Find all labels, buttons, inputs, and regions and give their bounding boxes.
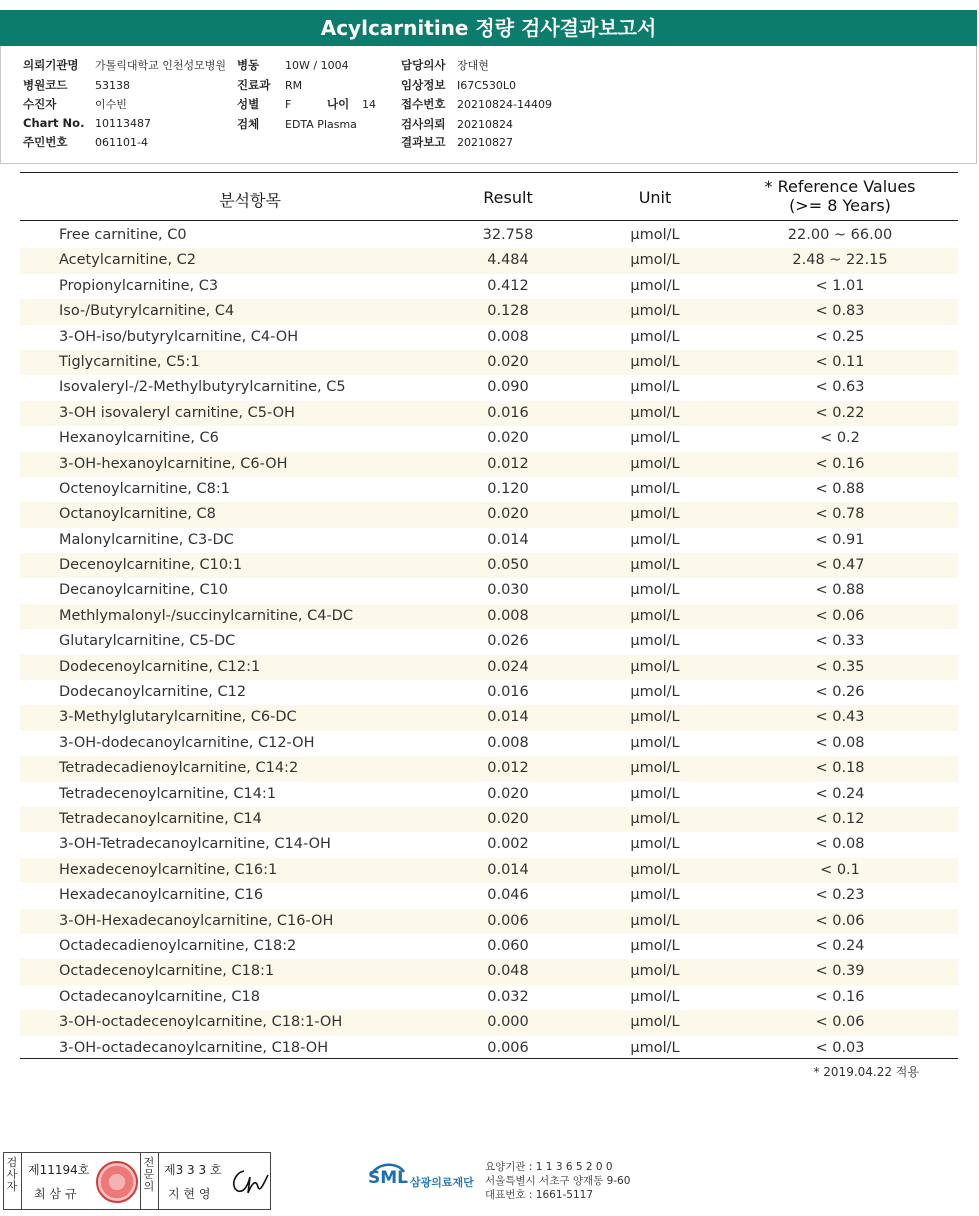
- analyte-name: Tetradecenoylcarnitine, C14:1: [59, 785, 277, 802]
- reference-value: < 0.24: [815, 937, 865, 954]
- analyte-name: Iso-/Butyrylcarnitine, C4: [59, 303, 235, 320]
- table-row: [20, 604, 958, 629]
- table-row: [20, 858, 958, 883]
- address-line: 서울특별시 서초구 양재동 9-60: [485, 1175, 631, 1187]
- unit-value: μmol/L: [630, 912, 680, 929]
- examiner-name: 최 삼 규: [34, 1187, 77, 1201]
- info-value: 10113487: [95, 117, 151, 130]
- info-institution: [23, 57, 226, 73]
- result-value: 0.008: [487, 734, 529, 751]
- table-row: [20, 680, 958, 705]
- result-value: 0.032: [487, 988, 529, 1005]
- header-item: 분석항목: [219, 191, 281, 210]
- info-value: 가톨릭대학교 인천성모병원: [95, 59, 227, 72]
- analyte-name: Dodecenoylcarnitine, C12:1: [59, 658, 261, 675]
- reference-value: < 0.11: [815, 353, 865, 370]
- analyte-name: Octadecenoylcarnitine, C18:1: [59, 963, 275, 980]
- table-row: [20, 325, 958, 350]
- table-header-rule: [20, 220, 958, 221]
- table-top-rule: [20, 172, 958, 173]
- table-row: [20, 1010, 958, 1035]
- reference-value: < 0.16: [815, 988, 865, 1005]
- info-key: 진료과: [237, 78, 271, 92]
- table-row: [20, 426, 958, 451]
- unit-value: μmol/L: [630, 810, 680, 827]
- result-value: 0.412: [487, 277, 529, 294]
- reference-value: < 1.01: [815, 277, 865, 294]
- info-key: 주민번호: [23, 135, 68, 149]
- unit-value: μmol/L: [630, 404, 680, 421]
- info-key: 임상정보: [401, 78, 446, 92]
- unit-value: μmol/L: [630, 252, 680, 269]
- specialist-name: 지 현 영: [168, 1187, 211, 1201]
- report-title: Acylcarnitine 정량 검사결과보고서: [0, 10, 977, 46]
- result-value: 0.026: [487, 633, 529, 650]
- reference-value: < 0.06: [815, 912, 865, 929]
- specialist-no: 제3 3 3 호: [164, 1163, 222, 1177]
- reference-value: < 0.2: [820, 430, 860, 447]
- header-ref-line2: (>= 8 Years): [789, 196, 891, 215]
- result-value: 0.014: [487, 861, 529, 878]
- unit-value: μmol/L: [630, 887, 680, 904]
- info-clinical: [401, 77, 516, 93]
- reference-value: < 0.03: [815, 1039, 865, 1056]
- table-row: [20, 375, 958, 400]
- reference-value: < 0.08: [815, 734, 865, 751]
- analyte-name: 3-OH isovaleryl carnitine, C5-OH: [59, 404, 295, 421]
- table-row: [20, 299, 958, 324]
- analyte-name: 3-OH-hexanoylcarnitine, C6-OH: [59, 455, 288, 472]
- result-value: 0.060: [487, 937, 529, 954]
- info-value: 20210824-14409: [457, 98, 552, 111]
- analyte-name: Decanoylcarnitine, C10: [59, 582, 229, 599]
- signature-icon: [226, 1163, 270, 1199]
- info-value: 061101-4: [95, 136, 148, 149]
- divider: [21, 1153, 22, 1209]
- analyte-name: 3-OH-dodecanoylcarnitine, C12-OH: [59, 734, 315, 751]
- reference-value: < 0.22: [815, 404, 865, 421]
- result-value: 0.020: [487, 810, 529, 827]
- info-doctor: [401, 57, 489, 73]
- header-reference: [740, 177, 940, 215]
- table-row: [20, 274, 958, 299]
- reference-value: < 0.16: [815, 455, 865, 472]
- result-value: 0.030: [487, 582, 529, 599]
- reference-value: < 0.18: [815, 760, 865, 777]
- result-value: 0.012: [487, 760, 529, 777]
- info-patient-name: [23, 96, 127, 112]
- unit-value: μmol/L: [630, 227, 680, 243]
- examiner-label: 검사자: [6, 1156, 18, 1193]
- analyte-name: Tetradecadienoylcarnitine, C14:2: [59, 760, 299, 777]
- org-contact: [485, 1160, 630, 1202]
- info-ward: [237, 57, 349, 73]
- unit-value: μmol/L: [630, 303, 680, 320]
- result-value: 0.020: [487, 785, 529, 802]
- reference-value: < 0.12: [815, 810, 865, 827]
- results-table-body: [20, 223, 958, 1061]
- reference-value: < 0.1: [820, 861, 860, 878]
- analyte-name: Hexanoylcarnitine, C6: [59, 430, 219, 447]
- info-value: I67C530L0: [457, 79, 517, 92]
- analyte-name: Malonylcarnitine, C3-DC: [59, 531, 234, 548]
- analyte-name: 3-OH-Tetradecanoylcarnitine, C14-OH: [59, 836, 331, 853]
- reference-value: < 0.08: [815, 836, 865, 853]
- info-value: 장대현: [457, 59, 489, 72]
- table-row: [20, 883, 958, 908]
- analyte-name: 3-OH-iso/butyrylcarnitine, C4-OH: [59, 328, 299, 345]
- unit-value: μmol/L: [630, 684, 680, 701]
- table-bottom-rule: [20, 1058, 958, 1059]
- info-hospital-code: [23, 77, 130, 93]
- unit-value: μmol/L: [630, 607, 680, 624]
- info-value: 20210827: [457, 136, 513, 149]
- analyte-name: Isovaleryl-/2-Methylbutyrylcarnitine, C5: [59, 379, 346, 396]
- examiner-no: 제11194호: [28, 1163, 90, 1177]
- reference-value: < 0.06: [815, 607, 865, 624]
- analyte-name: Hexadecenoylcarnitine, C16:1: [59, 861, 278, 878]
- result-value: 0.020: [487, 353, 529, 370]
- analyte-name: Octadecadienoylcarnitine, C18:2: [59, 937, 297, 954]
- info-receipt-no: [401, 96, 552, 112]
- info-key: 검체: [237, 117, 260, 131]
- info-sex: [237, 96, 291, 112]
- table-row: [20, 832, 958, 857]
- info-key: 결과보고: [401, 135, 446, 149]
- result-value: 32.758: [482, 227, 534, 243]
- unit-value: μmol/L: [630, 328, 680, 345]
- result-value: 0.090: [487, 379, 529, 396]
- analyte-name: Dodecanoylcarnitine, C12: [59, 684, 247, 701]
- signature-box: [3, 1152, 271, 1210]
- result-value: 0.002: [487, 836, 529, 853]
- unit-value: μmol/L: [630, 963, 680, 980]
- result-value: 0.000: [487, 1014, 529, 1031]
- reference-value: < 0.47: [815, 557, 865, 574]
- info-value: F: [285, 98, 292, 111]
- info-key: 병동: [237, 58, 260, 72]
- info-chart-no: [23, 116, 151, 130]
- unit-value: μmol/L: [630, 430, 680, 447]
- header-ref-line1: * Reference Values: [764, 177, 916, 196]
- info-key: Chart No.: [23, 116, 85, 130]
- info-value: RM: [285, 79, 303, 92]
- result-value: 0.020: [487, 430, 529, 447]
- unit-value: μmol/L: [630, 277, 680, 294]
- table-row: [20, 934, 958, 959]
- unit-value: μmol/L: [630, 734, 680, 751]
- code-line: 요양기관 : 1 1 3 6 5 2 0 0: [485, 1161, 613, 1173]
- table-row: [20, 807, 958, 832]
- unit-value: μmol/L: [630, 1039, 680, 1056]
- result-value: 0.012: [487, 455, 529, 472]
- result-value: 0.046: [487, 887, 529, 904]
- header-unit: Unit: [638, 188, 672, 207]
- reference-value: 2.48 ~ 22.15: [792, 252, 888, 269]
- table-row: [20, 350, 958, 375]
- unit-value: μmol/L: [630, 937, 680, 954]
- reference-value: < 0.24: [815, 785, 865, 802]
- analyte-name: Octanoylcarnitine, C8: [59, 506, 216, 523]
- info-age: [327, 96, 376, 112]
- unit-value: μmol/L: [630, 658, 680, 675]
- table-row: [20, 248, 958, 273]
- analyte-name: Glutarylcarnitine, C5-DC: [59, 633, 236, 650]
- result-value: 0.120: [487, 480, 529, 497]
- info-value: 20210824: [457, 118, 513, 131]
- result-value: 0.050: [487, 557, 529, 574]
- info-value: EDTA Plasma: [285, 118, 357, 131]
- reference-value: 22.00 ~ 66.00: [787, 227, 893, 243]
- info-key: 병원코드: [23, 78, 68, 92]
- table-row: [20, 959, 958, 984]
- table-row: [20, 909, 958, 934]
- unit-value: μmol/L: [630, 557, 680, 574]
- unit-value: μmol/L: [630, 379, 680, 396]
- reference-value: < 0.06: [815, 1014, 865, 1031]
- result-value: 0.024: [487, 658, 529, 675]
- info-value: 10W / 1004: [285, 59, 349, 72]
- table-row: [20, 629, 958, 654]
- unit-value: μmol/L: [630, 861, 680, 878]
- header-result: Result: [483, 188, 533, 207]
- reference-value: < 0.25: [815, 328, 865, 345]
- result-value: 0.006: [487, 1039, 529, 1056]
- analyte-name: Decenoylcarnitine, C10:1: [59, 557, 243, 574]
- unit-value: μmol/L: [630, 785, 680, 802]
- reference-value: < 0.33: [815, 633, 865, 650]
- result-value: 0.008: [487, 607, 529, 624]
- analyte-name: 3-OH-octadecanoylcarnitine, C18-OH: [59, 1039, 329, 1056]
- table-row: [20, 756, 958, 781]
- official-seal-icon: [96, 1161, 138, 1203]
- info-key: 의뢰기관명: [23, 58, 79, 72]
- phone-line: 대표번호 : 1661-5117: [485, 1189, 594, 1201]
- info-specimen: [237, 116, 357, 132]
- logo-text: SML: [368, 1168, 408, 1188]
- org-name: 삼광의료재단: [410, 1176, 474, 1189]
- unit-value: μmol/L: [630, 836, 680, 853]
- info-key: 성별: [237, 97, 260, 111]
- reference-value: < 0.88: [815, 480, 865, 497]
- reference-value: < 0.78: [815, 506, 865, 523]
- unit-value: μmol/L: [630, 531, 680, 548]
- info-key: 검사의뢰: [401, 117, 446, 131]
- result-value: 4.484: [487, 252, 529, 269]
- unit-value: μmol/L: [630, 760, 680, 777]
- table-row: [20, 223, 958, 248]
- patient-info-panel: [0, 46, 977, 164]
- analyte-name: Acetylcarnitine, C2: [59, 252, 197, 269]
- reference-value: < 0.39: [815, 963, 865, 980]
- table-row: [20, 502, 958, 527]
- info-key: 수진자: [23, 97, 57, 111]
- table-row: [20, 655, 958, 680]
- table-row: [20, 553, 958, 578]
- analyte-name: 3-OH-Hexadecanoylcarnitine, C16-OH: [59, 912, 334, 929]
- unit-value: μmol/L: [630, 709, 680, 726]
- result-value: 0.008: [487, 328, 529, 345]
- reference-value: < 0.88: [815, 582, 865, 599]
- result-value: 0.048: [487, 963, 529, 980]
- reference-value: < 0.43: [815, 709, 865, 726]
- info-department: [237, 77, 302, 93]
- analyte-name: Hexadecanoylcarnitine, C16: [59, 887, 264, 904]
- analyte-name: Tetradecanoylcarnitine, C14: [59, 810, 262, 827]
- table-row: [20, 782, 958, 807]
- analyte-name: Methlymalonyl-/succinylcarnitine, C4-DC: [59, 607, 353, 624]
- info-key: 접수번호: [401, 97, 446, 111]
- unit-value: μmol/L: [630, 633, 680, 650]
- result-value: 0.006: [487, 912, 529, 929]
- info-value: 이수빈: [95, 98, 127, 111]
- table-row: [20, 705, 958, 730]
- analyte-name: 3-Methylglutarylcarnitine, C6-DC: [59, 709, 297, 726]
- reference-value: < 0.35: [815, 658, 865, 675]
- specialist-label: 전문의: [143, 1156, 155, 1193]
- unit-value: μmol/L: [630, 506, 680, 523]
- result-value: 0.020: [487, 506, 529, 523]
- reference-value: < 0.63: [815, 379, 865, 396]
- unit-value: μmol/L: [630, 1014, 680, 1031]
- reference-value: < 0.23: [815, 887, 865, 904]
- table-row: [20, 578, 958, 603]
- table-row: [20, 528, 958, 553]
- unit-value: μmol/L: [630, 582, 680, 599]
- info-value: 53138: [95, 79, 130, 92]
- reference-note: * 2019.04.22 적용: [813, 1065, 919, 1079]
- unit-value: μmol/L: [630, 455, 680, 472]
- result-value: 0.014: [487, 531, 529, 548]
- reference-value: < 0.26: [815, 684, 865, 701]
- unit-value: μmol/L: [630, 480, 680, 497]
- reference-value: < 0.83: [815, 303, 865, 320]
- info-resident-no: [23, 134, 148, 150]
- analyte-name: Octadecanoylcarnitine, C18: [59, 988, 261, 1005]
- table-row: [20, 452, 958, 477]
- analyte-name: Free carnitine, C0: [59, 227, 187, 243]
- table-row: [20, 985, 958, 1010]
- result-value: 0.016: [487, 684, 529, 701]
- result-value: 0.016: [487, 404, 529, 421]
- table-row: [20, 401, 958, 426]
- divider: [158, 1153, 159, 1209]
- info-key: 나이: [327, 97, 350, 111]
- table-row: [20, 477, 958, 502]
- result-value: 0.014: [487, 709, 529, 726]
- result-value: 0.128: [487, 303, 529, 320]
- analyte-name: Propionylcarnitine, C3: [59, 277, 219, 294]
- analyte-name: Octenoylcarnitine, C8:1: [59, 480, 230, 497]
- info-request-date: [401, 116, 513, 132]
- unit-value: μmol/L: [630, 353, 680, 370]
- analyte-name: 3-OH-octadecenoylcarnitine, C18:1-OH: [59, 1014, 343, 1031]
- table-row: [20, 731, 958, 756]
- analyte-name: Tiglycarnitine, C5:1: [59, 353, 200, 370]
- info-report-date: [401, 134, 513, 150]
- divider: [140, 1153, 141, 1209]
- info-value: 14: [362, 98, 376, 111]
- unit-value: μmol/L: [630, 988, 680, 1005]
- reference-value: < 0.91: [815, 531, 865, 548]
- info-key: 담당의사: [401, 58, 446, 72]
